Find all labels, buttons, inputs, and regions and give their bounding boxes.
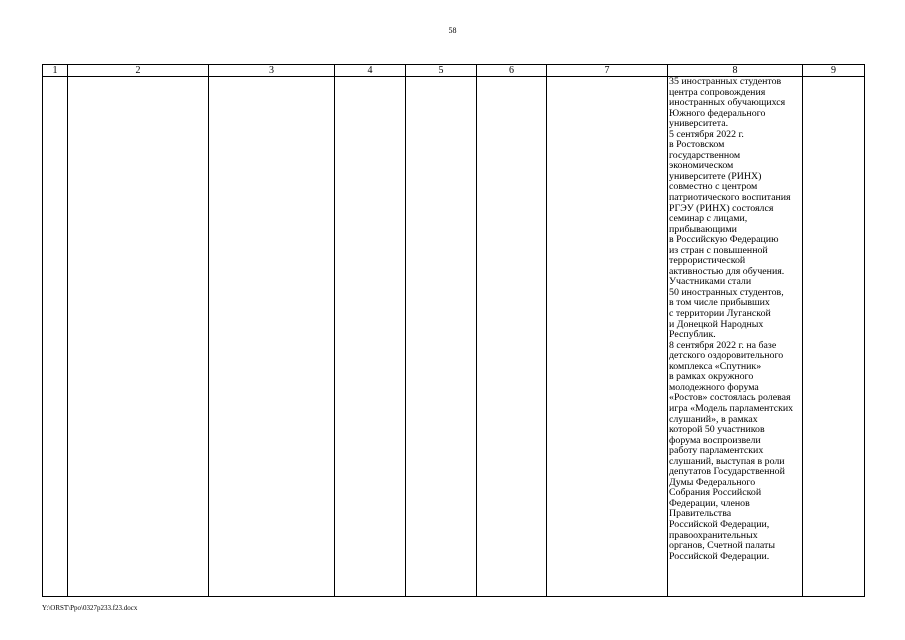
text-line: семинар с лицами,	[669, 213, 748, 225]
header-row	[43, 65, 865, 77]
table-cell-6	[477, 77, 547, 597]
text-line: университета.	[669, 118, 729, 130]
text-line: и Донецкой Народных	[669, 318, 764, 330]
table-cell-9	[803, 77, 865, 597]
text-line: 8 сентября 2022 г. на базе	[669, 339, 777, 351]
text-line: государственном	[669, 149, 741, 161]
table-cell-8	[668, 77, 803, 597]
text-line: в Российскую Федерацию	[669, 234, 779, 246]
text-line: активностью для обучения.	[669, 265, 785, 277]
text-line: Российской Федерации,	[669, 518, 770, 530]
table-cell-7	[547, 77, 668, 597]
column-header-6: 6	[477, 65, 547, 77]
table-cell-3	[209, 77, 335, 597]
text-line: Южного федерального	[669, 107, 766, 119]
column-header-9: 9	[803, 65, 865, 77]
text-line: форума воспроизвели	[669, 434, 761, 446]
text-line: в Ростовском	[669, 139, 725, 151]
text-line: депутатов Государственной	[669, 466, 785, 478]
page-number: 58	[448, 26, 457, 35]
text-line: слушаний», в рамках	[669, 413, 758, 425]
text-line: Собрания Российской	[669, 487, 762, 499]
text-line: террористической	[669, 255, 746, 267]
text-line: комплекса «Спутник»	[669, 360, 762, 372]
text-line: работу парламентских	[669, 445, 764, 457]
table-cell-4	[335, 77, 406, 597]
text-line: органов, Счетной палаты	[669, 540, 775, 552]
text-line: РГЭУ (РИНХ) состоялся	[669, 202, 774, 214]
footer-file-path: Y:\ORST\Ppo\0327p233.f23.docx	[42, 604, 138, 612]
column-header-5: 5	[406, 65, 477, 77]
text-line: 35 иностранных студентов	[669, 77, 782, 87]
column-header-4: 4	[335, 65, 406, 77]
text-line: Республик.	[669, 329, 716, 341]
text-line: которой 50 участников	[669, 424, 765, 436]
table-cell-5	[406, 77, 477, 597]
text-line: с территории Луганской	[669, 308, 771, 320]
column-header-8: 8	[668, 65, 803, 77]
text-line: из стран с повышенной	[669, 244, 768, 256]
data-table	[42, 64, 865, 597]
text-line: слушаний, выступая в роли	[669, 455, 785, 467]
text-line: 50 иностранных студентов,	[669, 286, 784, 298]
text-line: Федерации, членов	[669, 497, 750, 509]
text-line: в том числе прибывших	[669, 297, 770, 309]
text-line: «Ростов» состоялась ролевая	[669, 392, 791, 404]
column-header-3: 3	[209, 65, 335, 77]
column-header-7: 7	[547, 65, 668, 77]
column-8-text	[668, 77, 802, 562]
column-header-2: 2	[68, 65, 209, 77]
text-line: Российской Федерации.	[669, 550, 770, 562]
text-line: Правительства	[669, 508, 732, 520]
text-line: Участниками стали	[669, 276, 752, 288]
text-line: правоохранительных	[669, 529, 758, 541]
text-line: университете (РИНХ)	[669, 170, 762, 182]
text-line: центра сопровождения	[669, 86, 766, 98]
text-line: детского оздоровительного	[669, 350, 784, 362]
text-line: игра «Модель парламентских	[669, 402, 794, 414]
text-line: иностранных обучающихся	[669, 97, 786, 109]
text-line: молодежного форума	[669, 381, 759, 393]
text-line: патриотического воспитания	[669, 192, 791, 204]
table-cell-2	[68, 77, 209, 597]
text-line: в рамках окружного	[669, 371, 754, 383]
text-line: экономическом	[669, 160, 734, 172]
table-cell-1	[43, 77, 68, 597]
text-line: прибывающими	[669, 223, 737, 235]
text-line: 5 сентября 2022 г.	[669, 128, 744, 140]
table-row	[43, 77, 865, 597]
text-line: Думы Федерального	[669, 476, 756, 488]
column-header-1: 1	[43, 65, 68, 77]
text-line: совместно с центром	[669, 181, 758, 193]
